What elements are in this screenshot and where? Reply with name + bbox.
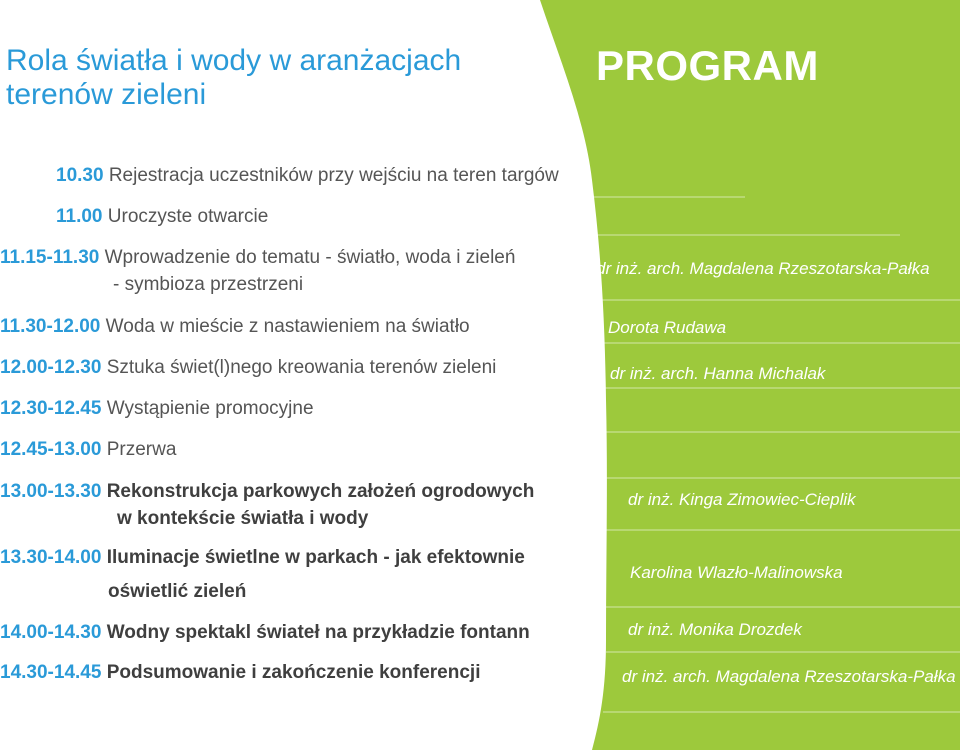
schedule-item [0,436,176,463]
schedule-item [0,478,534,505]
schedule-desc: Uroczyste otwarcie [107,206,269,227]
schedule-desc-continued: w kontekście światła i wody [117,508,369,529]
speaker-name: dr inż. Monika Drozdek [628,620,802,639]
schedule-time: 11.15-11.30 [0,247,100,268]
schedule-desc: Podsumowanie i zakończenie konferencji [106,662,481,683]
schedule-desc: Iluminacje świetlne w parkach - jak efektownie [106,547,525,568]
title-line-2: terenów zieleni [6,78,207,111]
schedule-desc: Rejestracja uczestników przy wejściu na teren targów [108,165,559,186]
speaker-name: Dorota Rudawa [608,318,727,337]
schedule-item [0,395,314,422]
speaker-name: Karolina Wlazło-Malinowska [630,563,843,582]
schedule-item [56,162,559,189]
title-line-1: Rola światła i wody w aranżacjach [6,44,462,77]
schedule-time: 13.30-14.00 [0,547,102,568]
schedule-time: 14.30-14.45 [0,662,102,683]
schedule-time: 12.30-12.45 [0,398,102,419]
speaker-name: dr inż. arch. Magdalena Rzeszotarska-Pałka [596,259,930,278]
speaker-name: dr inż. arch. Hanna Michalak [610,364,826,383]
schedule-item [0,313,470,340]
schedule-desc: Sztuka świet(l)nego kreowania terenów zieleni [106,357,497,378]
schedule-item [0,354,496,381]
schedule-time: 13.00-13.30 [0,481,102,502]
schedule-desc: Wprowadzenie do tematu - światło, woda i zieleń [104,247,516,268]
schedule-desc-continued: - symbioza przestrzeni [113,274,304,295]
schedule-time: 10.30 [56,165,104,186]
schedule-item [0,244,515,271]
page-title [6,44,461,112]
schedule-desc: Przerwa [106,439,177,460]
schedule-time: 14.00-14.30 [0,622,102,643]
schedule-item [0,619,530,646]
schedule-desc: Woda w mieście z nastawieniem na światło [105,316,470,337]
speaker-name: dr inż. arch. Magdalena Rzeszotarska-Pałka [622,667,956,686]
schedule-desc: Wystąpienie promocyjne [106,398,314,419]
schedule-desc: Rekonstrukcja parkowych założeń ogrodowych [106,481,535,502]
schedule-time: 12.45-13.00 [0,439,102,460]
schedule-item [0,544,525,571]
schedule-time: 12.00-12.30 [0,357,102,378]
schedule-item [56,203,268,230]
schedule-time: 11.30-12.00 [0,316,101,337]
program-heading: PROGRAM [596,42,819,89]
schedule-item [0,659,480,686]
speaker-name: dr inż. Kinga Zimowiec-Cieplik [628,490,856,509]
schedule-time: 11.00 [56,206,103,227]
schedule-desc-continued: oświetlić zieleń [108,581,247,602]
schedule-desc: Wodny spektakl świateł na przykładzie fontann [106,622,530,643]
